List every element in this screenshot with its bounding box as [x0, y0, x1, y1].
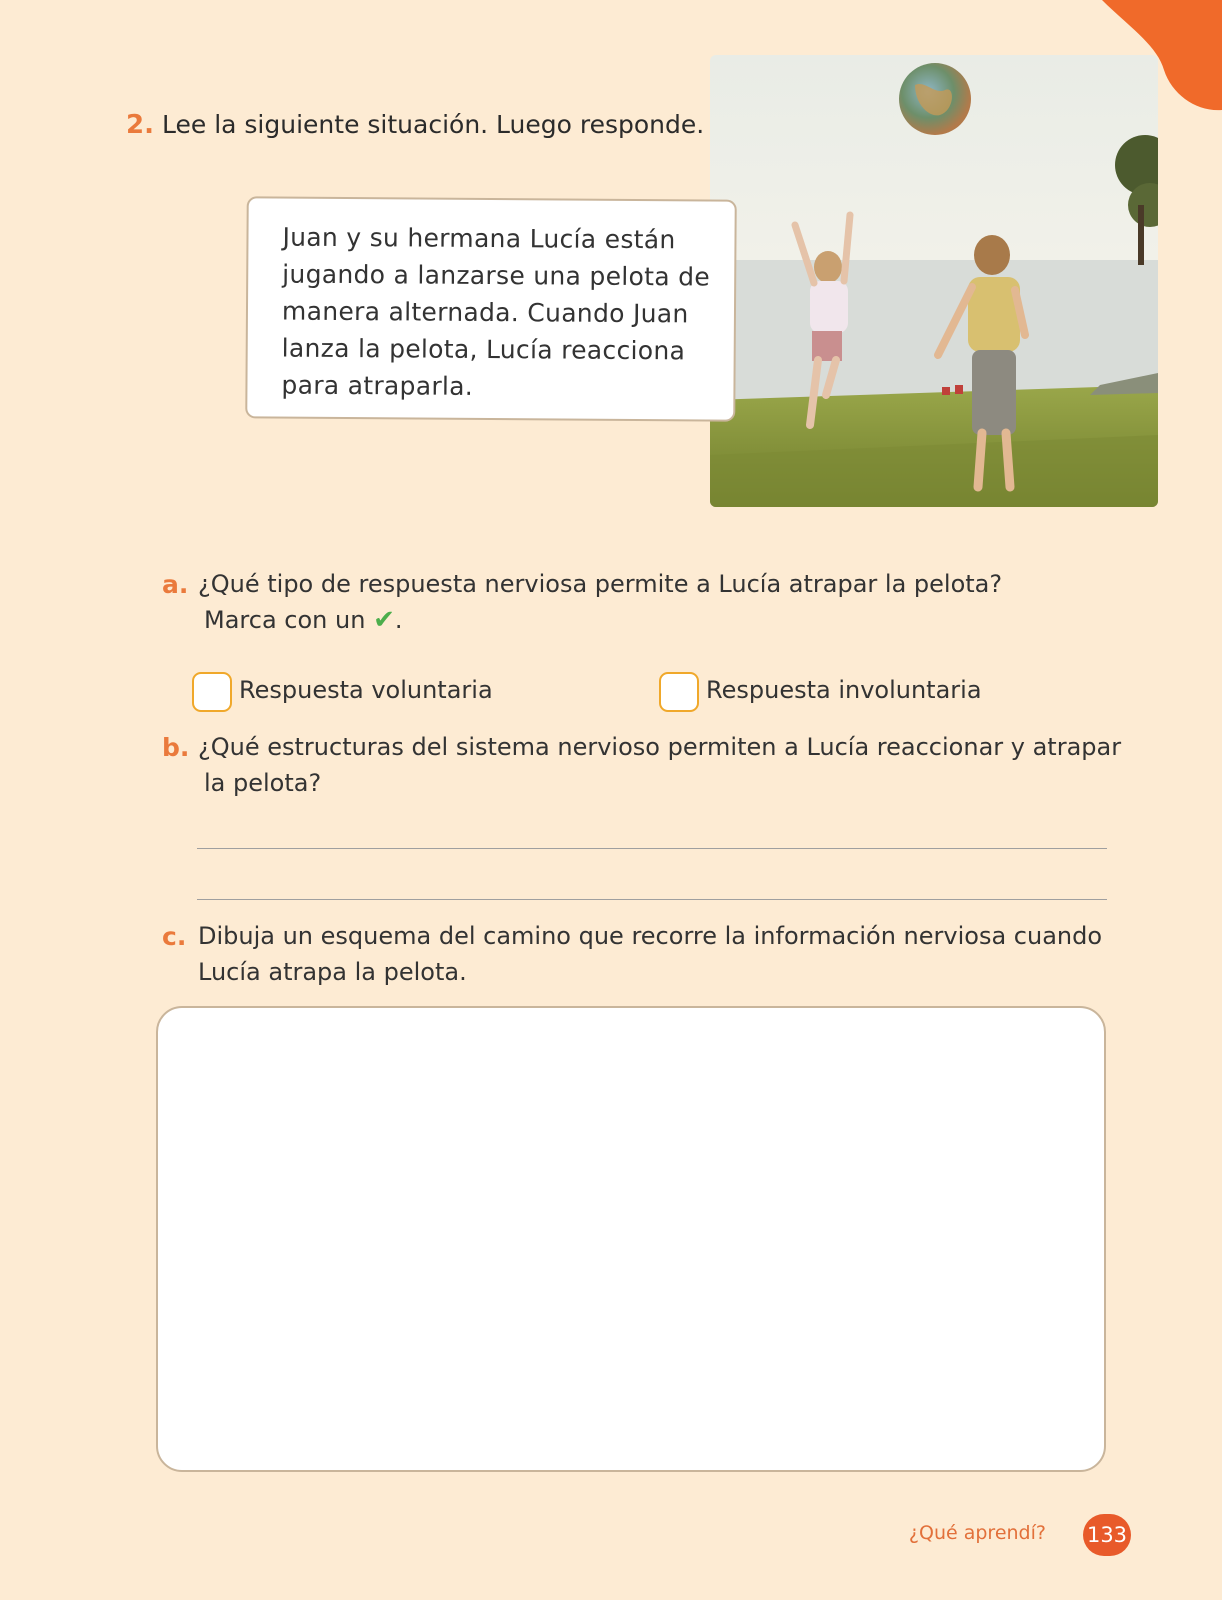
question-number: 2. [126, 110, 154, 140]
page-number-badge: 133 [1083, 1514, 1131, 1556]
footer-section-label: ¿Qué aprendí? [908, 1522, 1046, 1544]
part-a-instruction-period: . [394, 606, 403, 634]
answer-line-1[interactable] [197, 848, 1107, 849]
checkmark-icon: ✔ [373, 605, 395, 635]
part-a-instruction [204, 602, 403, 639]
part-c-instruction-cont: Lucía atrapa la pelota. [198, 958, 467, 986]
part-c-instruction: Dibuja un esquema del camino que recorre la información nerviosa cuando [198, 922, 1103, 950]
part-a-instruction-text: Marca con un [204, 606, 366, 634]
option-voluntary-label: Respuesta voluntaria [239, 676, 493, 704]
part-c-letter: c. [162, 922, 187, 951]
story-box [245, 196, 737, 421]
question-title: Lee la siguiente situación. Luego responde. [162, 110, 705, 139]
option-involuntary-label: Respuesta involuntaria [706, 676, 982, 704]
drawing-area[interactable] [156, 1006, 1106, 1472]
part-b-question: ¿Qué estructuras del sistema nervioso permiten a Lucía reaccionar y atrapar [198, 733, 1122, 761]
part-b-question-cont: la pelota? [204, 769, 322, 797]
story-text: Juan y su hermana Lucía están jugando a lanzarse una pelota de manera alternada. Cuando Juan lanza la pelota, Lucía reacciona para atraparla. [281, 222, 711, 401]
children-playing-ball-photo [710, 55, 1158, 507]
part-a-letter: a. [162, 570, 189, 599]
option-voluntary-checkbox[interactable] [192, 672, 232, 712]
answer-line-2[interactable] [197, 899, 1107, 900]
option-involuntary-checkbox[interactable] [659, 672, 699, 712]
part-a-question: ¿Qué tipo de respuesta nerviosa permite a Lucía atrapar la pelota? [198, 570, 1003, 598]
part-b-letter: b. [162, 733, 190, 762]
